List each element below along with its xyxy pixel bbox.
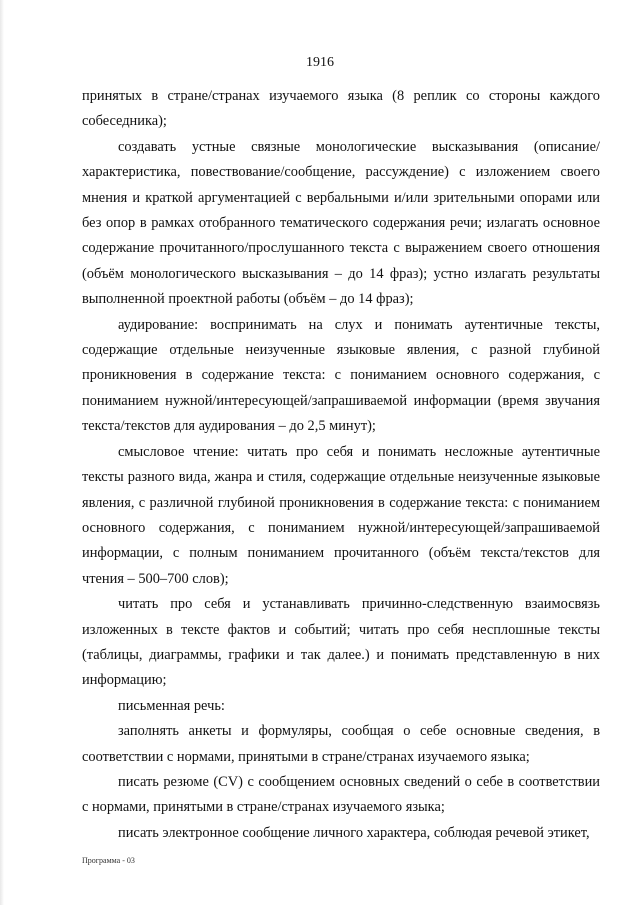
page-number: 1916 [306, 55, 334, 70]
paragraph-6: письменная речь: [118, 697, 225, 714]
paragraph-5: читать про себя и устанавливать причинно-следственную взаимосвязь изложенных в тексте фактов и событий; читать про себя несплошные тексты (таблицы, диаграммы, графики и так далее.) и понимать представленную в них информацию; [82, 596, 600, 689]
paragraph-1: принятых в стране/странах изучаемого языка (8 реплик со стороны каждого собеседника); [82, 88, 600, 130]
paragraph-4: смысловое чтение: читать про себя и понимать несложные аутентичные тексты разного вида, жанра и стиля, содержащие отдельные неизученные языковые явления, с различной глубиной проникновения в содержание текста: с пониманием основного содержания, с пониманием нужной/интересующей/запрашиваемой информации, с полным пониманием прочитанного (объём текста/текстов для чтения – 500–700 слов); [82, 443, 600, 587]
paragraph-2: создавать устные связные монологические высказывания (описание/характеристика, повествование/сообщение, рассуждение) с изложением своего мнения и краткой аргументацией с вербальными и/или зрительными опорами или без опор в рамках отобранного тематического содержания речи; излагать основное содержание прочитанного/прослушанного текста с выражением своего отношения (объём монологического высказывания – до 14 фраз); устно излагать результаты выполненной проектной работы (объём – до 14 фраз); [82, 138, 600, 308]
document-body [82, 84, 600, 846]
paragraph-9: писать электронное сообщение личного характера, соблюдая речевой этикет, [118, 824, 590, 841]
paragraph-8: писать резюме (CV) с сообщением основных сведений о себе в соответствии с нормами, принятыми в стране/странах изучаемого языка; [82, 773, 600, 816]
scan-edge-shadow [0, 0, 4, 905]
paragraph-3: аудирование: воспринимать на слух и понимать аутентичные тексты, содержащие отдельные неизученные языковые явления, с разной глубиной проникновения в содержание текста: с пониманием основного содержания, с пониманием нужной/интересующей/запрашиваемой информации (время звучания текста/текстов для аудирования – до 2,5 минут); [82, 316, 600, 435]
page-footer: Программа - 03 [82, 856, 135, 865]
paragraph-7: заполнять анкеты и формуляры, сообщая о себе основные сведения, в соответствии с нормами, принятыми в стране/странах изучаемого языка; [82, 723, 600, 765]
